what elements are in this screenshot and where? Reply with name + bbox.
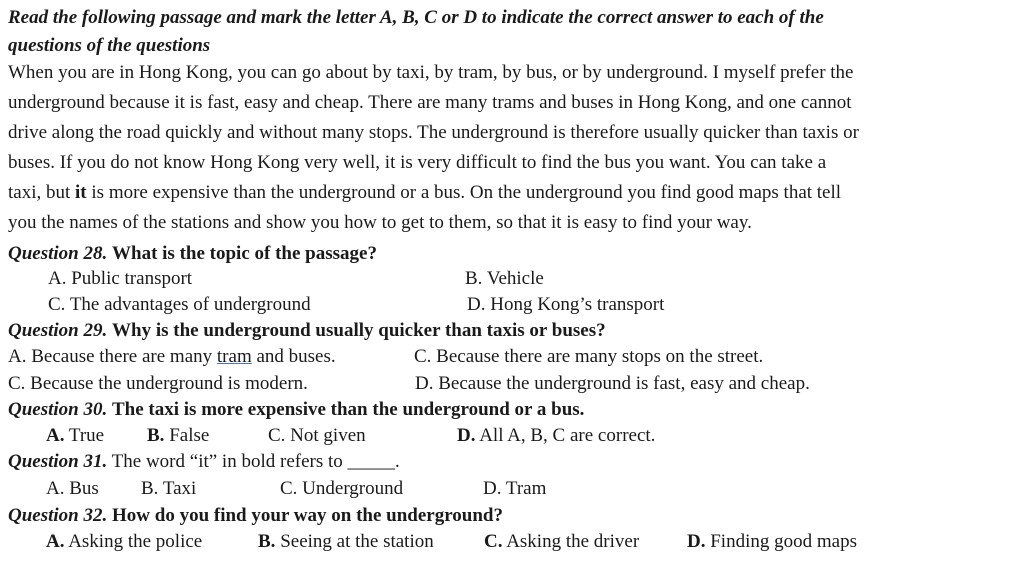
passage-line-5 [8, 181, 841, 205]
q29-option-a[interactable] [8, 345, 336, 369]
q30-option-b-text: False [169, 425, 210, 446]
q32-option-d-text: Finding good maps [710, 531, 857, 552]
q31-option-d[interactable]: D. Tram [483, 478, 547, 499]
q30-option-a-letter: A. [46, 425, 65, 446]
bold-word-it: it [75, 182, 87, 203]
q28-option-d[interactable]: D. Hong Kong’s transport [467, 294, 665, 315]
q32-option-d[interactable] [687, 530, 857, 554]
q30-option-d[interactable] [457, 424, 655, 448]
question-number: Question 30. [8, 399, 108, 420]
question-number: Question 32. [8, 505, 108, 526]
passage-line-2: underground because it is fast, easy and cheap. There are many trams and buses in Hong Kong, and one cannot [8, 92, 852, 113]
question-29 [8, 319, 606, 343]
q32-option-c-letter: C. [484, 531, 503, 552]
question-text: What is the topic of the passage? [112, 243, 377, 264]
passage-line-4: buses. If you do not know Hong Kong very well, it is very difficult to find the bus you want. You can take a [8, 152, 827, 173]
q31-option-c[interactable]: C. Underground [280, 478, 404, 499]
q32-option-d-letter: D. [687, 531, 706, 552]
q29-option-a-before: A. Because there are many [8, 346, 217, 367]
question-text: How do you find your way on the underground? [112, 505, 504, 526]
question-text: The word “it” in bold refers to _____. [111, 451, 400, 472]
q30-option-a[interactable] [46, 424, 104, 448]
question-28 [8, 242, 377, 266]
q31-option-b[interactable]: B. Taxi [141, 478, 197, 499]
question-text: The taxi is more expensive than the underground or a bus. [112, 399, 585, 420]
q32-option-b-letter: B. [258, 531, 276, 552]
q29-option-c1[interactable]: C. Because there are many stops on the street. [414, 346, 764, 367]
q30-option-d-text: All A, B, C are correct. [479, 425, 656, 446]
q29-option-a-after: and buses. [251, 346, 336, 367]
q32-option-a-letter: A. [46, 531, 65, 552]
q32-option-c-text: Asking the driver [506, 531, 640, 552]
q30-option-b-letter: B. [147, 425, 165, 446]
q28-option-c[interactable]: C. The advantages of underground [48, 294, 311, 315]
q30-option-b[interactable] [147, 424, 209, 448]
q29-option-c2[interactable]: C. Because the underground is modern. [8, 373, 308, 394]
q29-option-d[interactable]: D. Because the underground is fast, easy and cheap. [415, 373, 810, 394]
passage-line-1: When you are in Hong Kong, you can go about by taxi, by tram, by bus, or by underground. I myself prefer the [8, 62, 854, 83]
q32-option-c[interactable] [484, 530, 639, 554]
q28-option-a[interactable]: A. Public transport [48, 268, 193, 289]
q29-spell-marked-word: tram [216, 346, 252, 367]
q31-option-a[interactable]: A. Bus [46, 478, 99, 499]
question-number: Question 29. [8, 320, 108, 341]
q32-option-a[interactable] [46, 530, 202, 554]
passage-line-6: you the names of the stations and show you how to get to them, so that it is easy to find your way. [8, 212, 752, 233]
question-31 [8, 450, 400, 474]
q30-option-a-text: True [68, 425, 105, 446]
q32-option-a-text: Asking the police [68, 531, 203, 552]
question-32 [8, 504, 503, 528]
question-number: Question 31. [8, 451, 108, 472]
q32-option-b[interactable] [258, 530, 434, 554]
q32-option-b-text: Seeing at the station [280, 531, 434, 552]
instruction-line-1: Read the following passage and mark the letter A, B, C or D to indicate the correct answer to each of the [8, 7, 824, 28]
q30-option-d-letter: D. [457, 425, 476, 446]
question-number: Question 28. [8, 243, 108, 264]
passage-line-5-after: is more expensive than the underground or a bus. On the underground you find good maps that tell [86, 182, 842, 203]
passage-line-5-before: taxi, but [8, 182, 76, 203]
passage-line-3: drive along the road quickly and without many stops. The underground is therefore usually quicker than taxis or [8, 122, 859, 143]
q30-option-c[interactable]: C. Not given [268, 425, 366, 446]
question-30 [8, 398, 584, 422]
question-text: Why is the underground usually quicker than taxis or buses? [112, 320, 606, 341]
instruction-line-2: questions of the questions [8, 35, 211, 56]
q28-option-b[interactable]: B. Vehicle [465, 268, 544, 289]
